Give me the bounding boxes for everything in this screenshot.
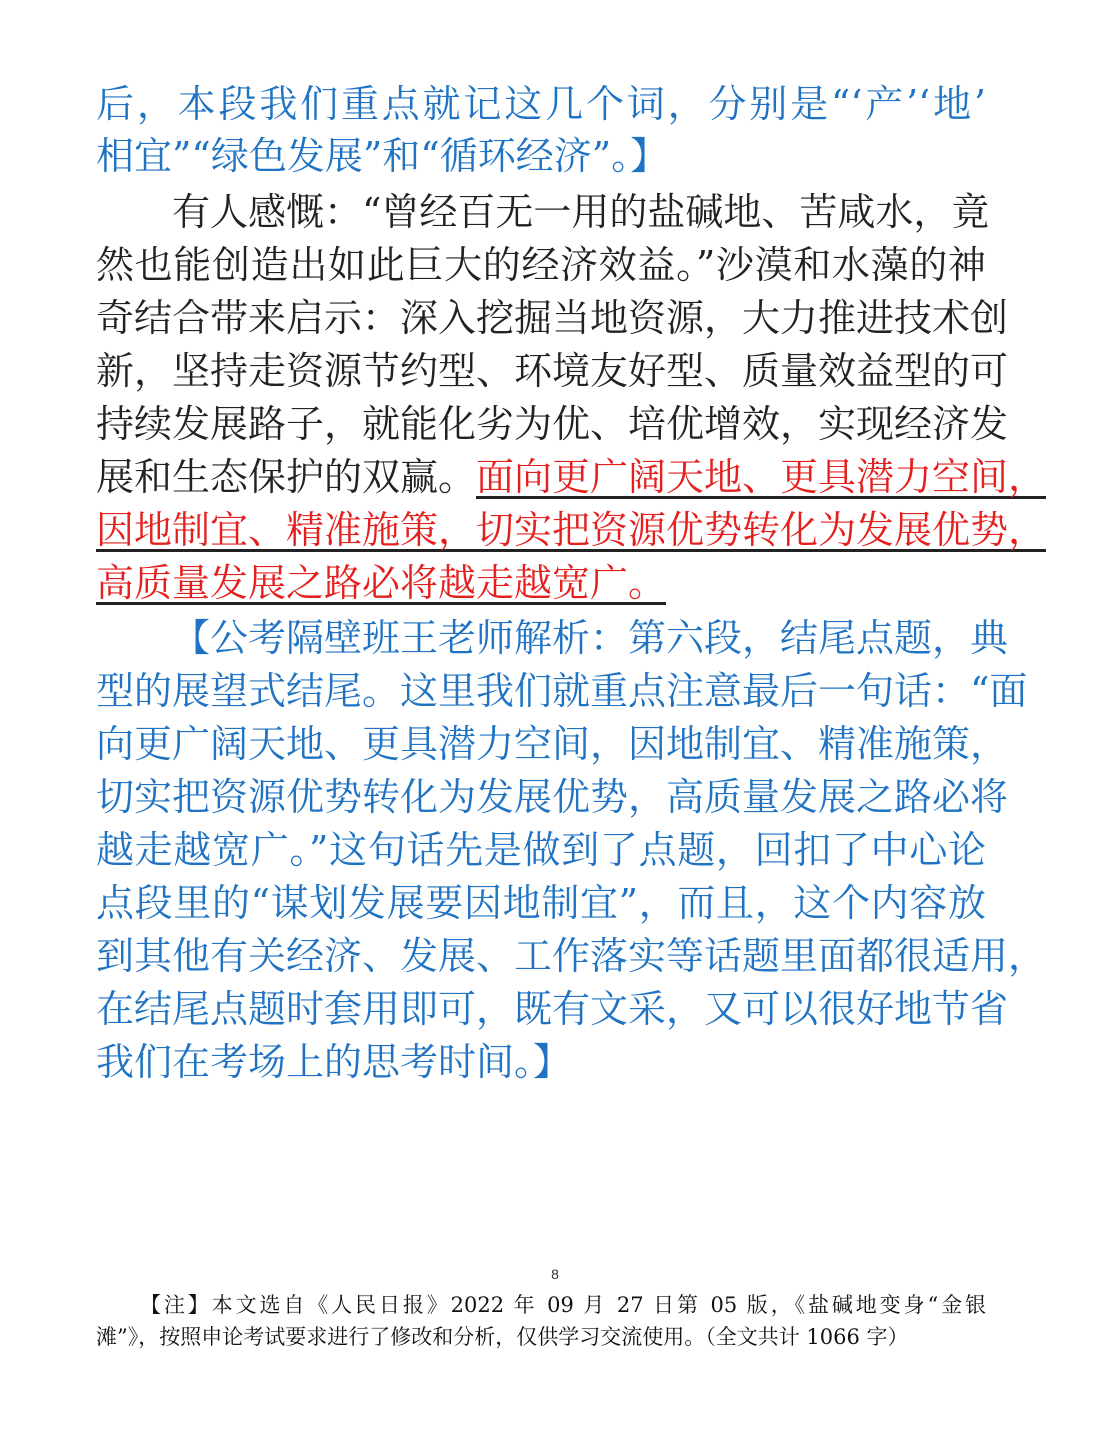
body-paragraph-line-8 (96, 557, 986, 609)
analysis-paragraph-2-line-9: 我们在考场上的思考时间。】 (96, 1040, 572, 1084)
analysis-paragraph-2-line-5: 越走越宽广。”这句话先是做到了点题，回扣了中心论 (96, 828, 986, 872)
analysis-paragraph-2-line-1: 【公考隔壁班王老师解析：第六段，结尾点题，典 (172, 616, 1009, 660)
body-paragraph-line-6 (96, 451, 1047, 503)
analysis-paragraph-2-line-8: 在结尾点题时套用即可，既有文采，又可以很好地节省 (96, 987, 1009, 1031)
source-note-line-2: 滩”》，按照申论考试要求进行了修改和分析，仅供学习交流使用。（全文共计 1066 字） (96, 1325, 909, 1349)
highlighted-key-sentence-part-2: 因地制宜、精准施策，切实把资源优势转化为发展优势， (96, 508, 1047, 552)
analysis-paragraph-2-line-6: 点段里的“谋划发展要因地制宜”，而且，这个内容放 (96, 881, 986, 925)
analysis-paragraph-1-line-2: 相宜”“绿色发展”和“循环经济”。】 (96, 134, 669, 178)
highlighted-key-sentence-part-1: 面向更广阔天地、更具潜力空间， (476, 455, 1047, 499)
analysis-paragraph-2-line-2: 型的展望式结尾。这里我们就重点注意最后一句话：“面 (96, 669, 1028, 713)
body-tail-text: 展和生态保护的双赢。 (96, 455, 477, 499)
body-paragraph-line-2: 然也能创造出如此巨大的经济效益。”沙漠和水藻的神 (96, 243, 986, 287)
source-note-line-1: 【注】本文选自《人民日报》2022 年 09 月 27 日第 05 版，《盐碱地变身“金银 (140, 1293, 986, 1317)
body-paragraph-line-3: 奇结合带来启示：深入挖掘当地资源，大力推进技术创 (96, 296, 1009, 340)
analysis-paragraph-2-line-4: 切实把资源优势转化为发展优势，高质量发展之路必将 (96, 775, 1009, 819)
highlighted-key-sentence-part-3: 高质量发展之路必将越走越宽广。 (96, 561, 667, 605)
analysis-paragraph-1-line-1: 后，本段我们重点就记这几个词，分别是“‘产’‘地’ (96, 82, 986, 126)
page-number: 8 (551, 1266, 559, 1282)
body-paragraph-line-4: 新，坚持走资源节约型、环境友好型、质量效益型的可 (96, 349, 1009, 393)
body-paragraph-line-1: 有人感慨：“曾经百无一用的盐碱地、苦咸水，竟 (172, 190, 990, 234)
analysis-paragraph-2-line-3: 向更广阔天地、更具潜力空间，因地制宜、精准施策， (96, 722, 1009, 766)
body-paragraph-line-5: 持续发展路子，就能化劣为优、培优增效，实现经济发 (96, 402, 1009, 446)
analysis-paragraph-2-line-7: 到其他有关经济、发展、工作落实等话题里面都很适用， (96, 934, 1047, 978)
